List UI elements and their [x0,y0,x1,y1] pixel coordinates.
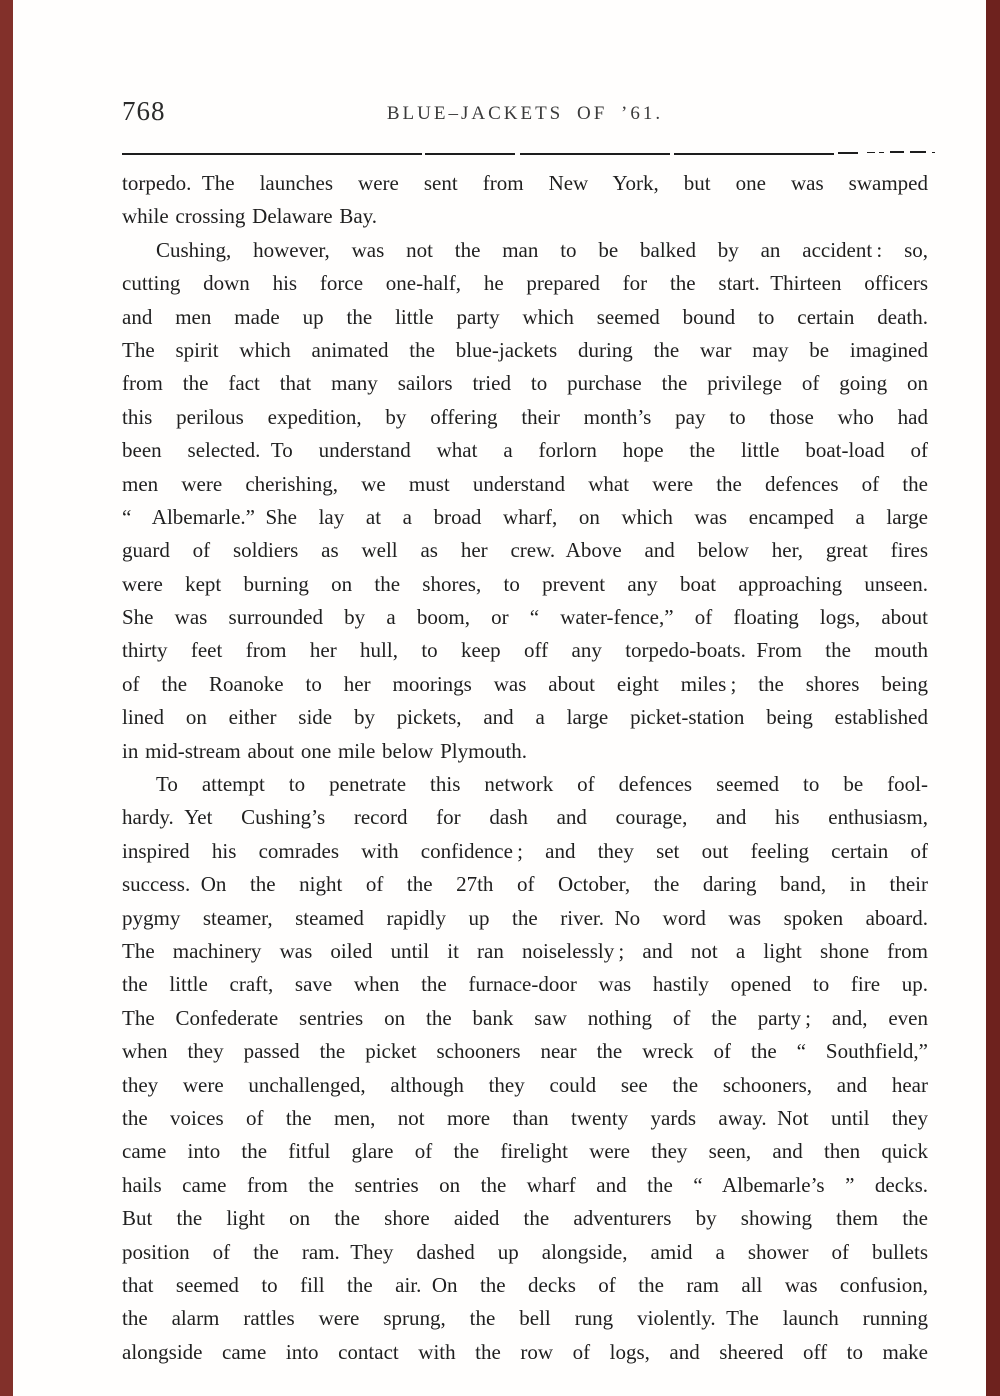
text-line: been selected. To understand what a forlorn hope the little boat-load of [122,438,928,463]
text-line: were kept burning on the shores, to prevent any boat approaching unseen. [122,571,928,596]
text-line: in mid-stream about one mile below Plymouth. [122,738,528,763]
text-line: “ Albemarle.” She lay at a broad wharf, on which was encamped a large [122,504,928,529]
text-line: But the light on the shore aided the adventurers by showing them the [122,1206,928,1231]
text-line: from the fact that many sailors tried to purchase the privilege of going on [122,371,928,396]
text-line: this perilous expedition, by offering their month’s pay to those who had [122,404,928,429]
paragraph [122,234,928,768]
text-line: men were cherishing, we must understand what were the defences of the [122,471,928,496]
text-line: the voices of the men, not more than twenty yards away. Not until they [122,1105,928,1130]
text-body [122,167,928,1369]
running-head-title: BLUE–JACKETS OF ’61. [386,103,664,124]
text-line: the little craft, save when the furnace-door was hastily opened to fire up. [122,972,928,997]
text-line: The machinery was oiled until it ran noiselessly ; and not a light shone from [122,938,928,963]
text-line: they were unchallenged, although they could see the schooners, and hear [122,1072,928,1097]
text-line: the alarm rattles were sprung, the bell rung violently. The launch running [122,1306,928,1331]
text-line: of the Roanoke to her moorings was about eight miles ; the shores being [122,671,928,696]
text-line: thirty feet from her hull, to keep off any torpedo-boats. From the mouth [122,638,928,663]
text-line: inspired his comrades with confidence ; and they set out feeling certain of [122,838,928,863]
text-line: guard of soldiers as well as her crew. Above and below her, great fires [122,538,928,563]
text-line: while crossing Delaware Bay. [122,204,378,229]
text-line: when they passed the picket schooners near the wreck of the “ Southfield,” [122,1039,928,1064]
paragraph [122,167,928,234]
text-line: torpedo. The launches were sent from New York, but one was swamped [122,171,928,195]
text-line: that seemed to fill the air. On the decks of the ram all was confusion, [122,1272,928,1297]
text-line: hardy. Yet Cushing’s record for dash and courage, and his enthusiasm, [122,805,928,830]
divider-rule [122,151,935,156]
text-line: lined on either side by pickets, and a large picket-station being established [122,705,928,730]
text-line: Cushing, however, was not the man to be balked by an accident : so, [156,237,928,262]
left-scan-edge-bar [0,0,13,1396]
page-number: 768 [122,96,166,126]
paragraph [122,768,928,1369]
right-scan-edge-bar [986,0,1000,1396]
text-line: To attempt to penetrate this network of defences seemed to be fool- [156,772,928,797]
text-line: position of the ram. They dashed up alongside, amid a shower of bullets [122,1239,928,1264]
text-line: She was surrounded by a boom, or “ water-fence,” of floating logs, about [122,605,928,630]
text-line: The Confederate sentries on the bank saw nothing of the party ; and, even [122,1005,928,1030]
text-line: hails came from the sentries on the wharf and the “ Albemarle’s ” decks. [122,1172,928,1197]
text-line: came into the fitful glare of the firelight were they seen, and then quick [122,1139,928,1164]
text-line: alongside came into contact with the row of logs, and sheered off to make [122,1339,928,1364]
text-line: The spirit which animated the blue-jackets during the war may be imagined [122,337,928,362]
text-line: pygmy steamer, steamed rapidly up the river. No word was spoken aboard. [122,905,928,930]
text-line: cutting down his force one-half, he prepared for the start. Thirteen officers [122,271,928,296]
text-line: and men made up the little party which seemed bound to certain death. [122,304,928,329]
text-line: success. On the night of the 27th of October, the daring band, in their [122,872,928,897]
